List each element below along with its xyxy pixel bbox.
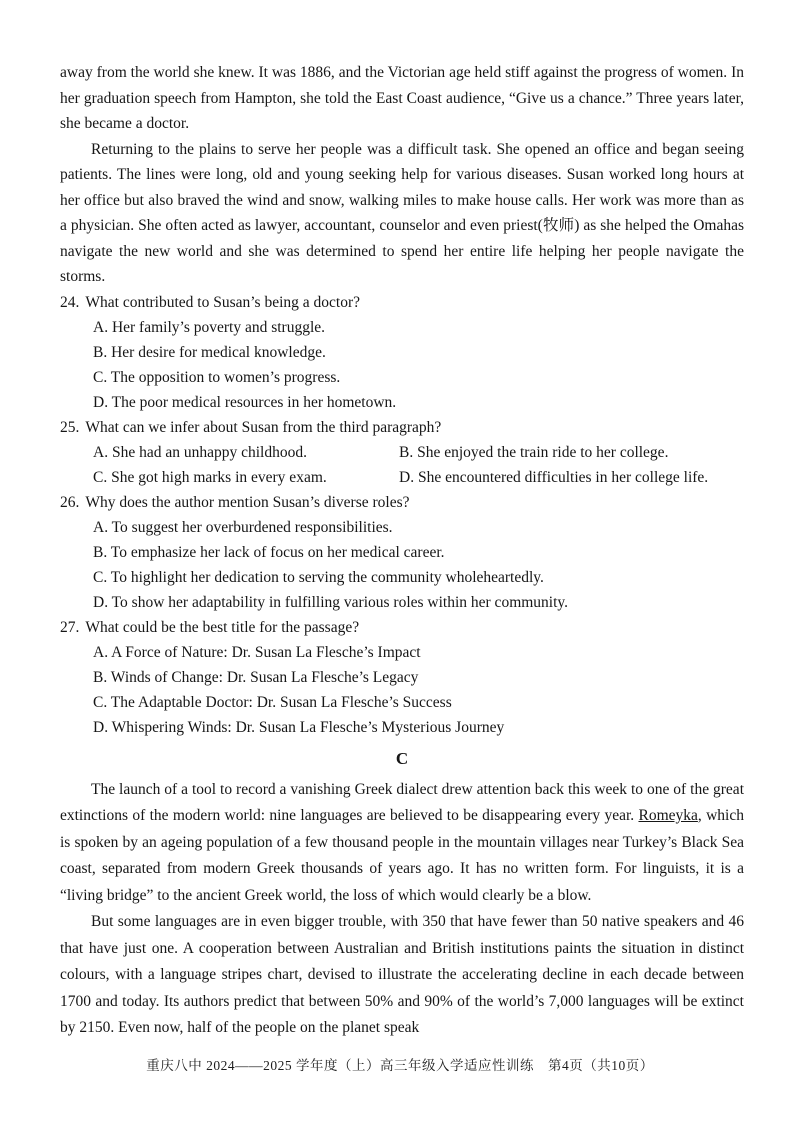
option-c: C. The opposition to women’s progress. — [93, 368, 341, 386]
option-a: A. A Force of Nature: Dr. Susan La Flesche’s Impact — [93, 643, 421, 661]
option-c: C. The Adaptable Doctor: Dr. Susan La Flesche’s Success — [93, 693, 452, 711]
questions-section — [60, 290, 744, 740]
question-options — [60, 440, 744, 490]
question-text: What contributed to Susan’s being a doctor? — [85, 293, 361, 311]
option-c: C. She got high marks in every exam. — [93, 468, 327, 486]
question-27 — [60, 615, 744, 740]
question-26 — [60, 490, 744, 615]
paragraph-text: , which is spoken by an ageing population of a few thousand people in the mountain villages near Turkey’s Black Sea coast, separated from modern Greek thousands of years ago. It has no written form. For linguists, it is a “living bridge” to the ancient Greek world, the loss of which would clearly be a blow. — [60, 807, 744, 904]
passage-b — [60, 60, 744, 290]
passage-b-paragraph-1: away from the world she knew. It was 1886, and the Victorian age held stiff against the progress of women. In her graduation speech from Hampton, she told the East Coast audience, “Give us a chance.” Three years later, she became a doctor. — [60, 64, 744, 132]
question-stem — [60, 615, 744, 640]
question-stem — [60, 290, 744, 315]
question-24 — [60, 290, 744, 415]
option-a: A. To suggest her overburdened responsibilities. — [93, 518, 393, 536]
option-c: C. To highlight her dedication to serving the community wholeheartedly. — [93, 568, 544, 586]
question-stem — [60, 490, 744, 515]
option-b: B. She enjoyed the train ride to her college. — [399, 443, 669, 461]
section-c-label: C — [395, 748, 409, 768]
question-options — [60, 640, 744, 740]
option-b: B. Winds of Change: Dr. Susan La Flesche’s Legacy — [93, 668, 419, 686]
passage-c — [60, 777, 744, 1042]
option-b: B. To emphasize her lack of focus on her medical career. — [93, 543, 445, 561]
question-stem — [60, 415, 744, 440]
option-d: D. She encountered difficulties in her college life. — [399, 468, 709, 486]
question-options — [60, 315, 744, 415]
question-number: 24. — [60, 293, 80, 311]
passage-c-paragraph-2: But some languages are in even bigger trouble, with 350 that have fewer than 50 native speakers and 46 that have just one. A cooperation between Australian and British institutions paints the situation in distinct colours, with a language stripes chart, devised to illustrate the accelerating decline in each decade between 1700 and today. Its authors predict that between 50% and 90% of the world’s 7,000 languages will be extinct by 2150. Even now, half of the people on the planet speak — [60, 913, 744, 1036]
question-text: What can we infer about Susan from the third paragraph? — [85, 418, 442, 436]
underlined-term: Romeyka — [638, 807, 698, 824]
question-options — [60, 515, 744, 615]
option-d: D. Whispering Winds: Dr. Susan La Flesche’s Mysterious Journey — [93, 718, 505, 736]
question-text: What could be the best title for the passage? — [85, 618, 360, 636]
passage-c-paragraph-1 — [60, 777, 744, 910]
question-number: 25. — [60, 418, 80, 436]
option-b: B. Her desire for medical knowledge. — [93, 343, 326, 361]
question-25 — [60, 415, 744, 490]
option-d: D. The poor medical resources in her hometown. — [93, 393, 397, 411]
option-a: A. She had an unhappy childhood. — [93, 443, 307, 461]
option-a: A. Her family’s poverty and struggle. — [93, 318, 326, 336]
question-text: Why does the author mention Susan’s diverse roles? — [85, 493, 410, 511]
question-number: 27. — [60, 618, 80, 636]
passage-b-paragraph-2: Returning to the plains to serve her people was a difficult task. She opened an office and began seeing patients. The lines were long, old and young seeking help for various diseases. Susan worked long hours at her office but also braved the wind and snow, walking miles to make house calls. Her work was more than as a physician. She often acted as lawyer, accountant, counselor and even priest(牧师) as she helped the Omahas navigate the new world and she was determined to spend her entire life helping her people navigate the storms. — [60, 140, 744, 285]
question-number: 26. — [60, 493, 80, 511]
page-footer: 重庆八中 2024——2025 学年度（上）高三年级入学适应性训练 第4页（共10页） — [146, 1058, 654, 1073]
paragraph-text: The launch of a tool to record a vanishing Greek dialect drew attention back this week to one of the great extinctions of the modern world: nine languages are believed to be disappearing every year. — [60, 780, 744, 824]
option-d: D. To show her adaptability in fulfilling various roles within her community. — [93, 593, 569, 611]
